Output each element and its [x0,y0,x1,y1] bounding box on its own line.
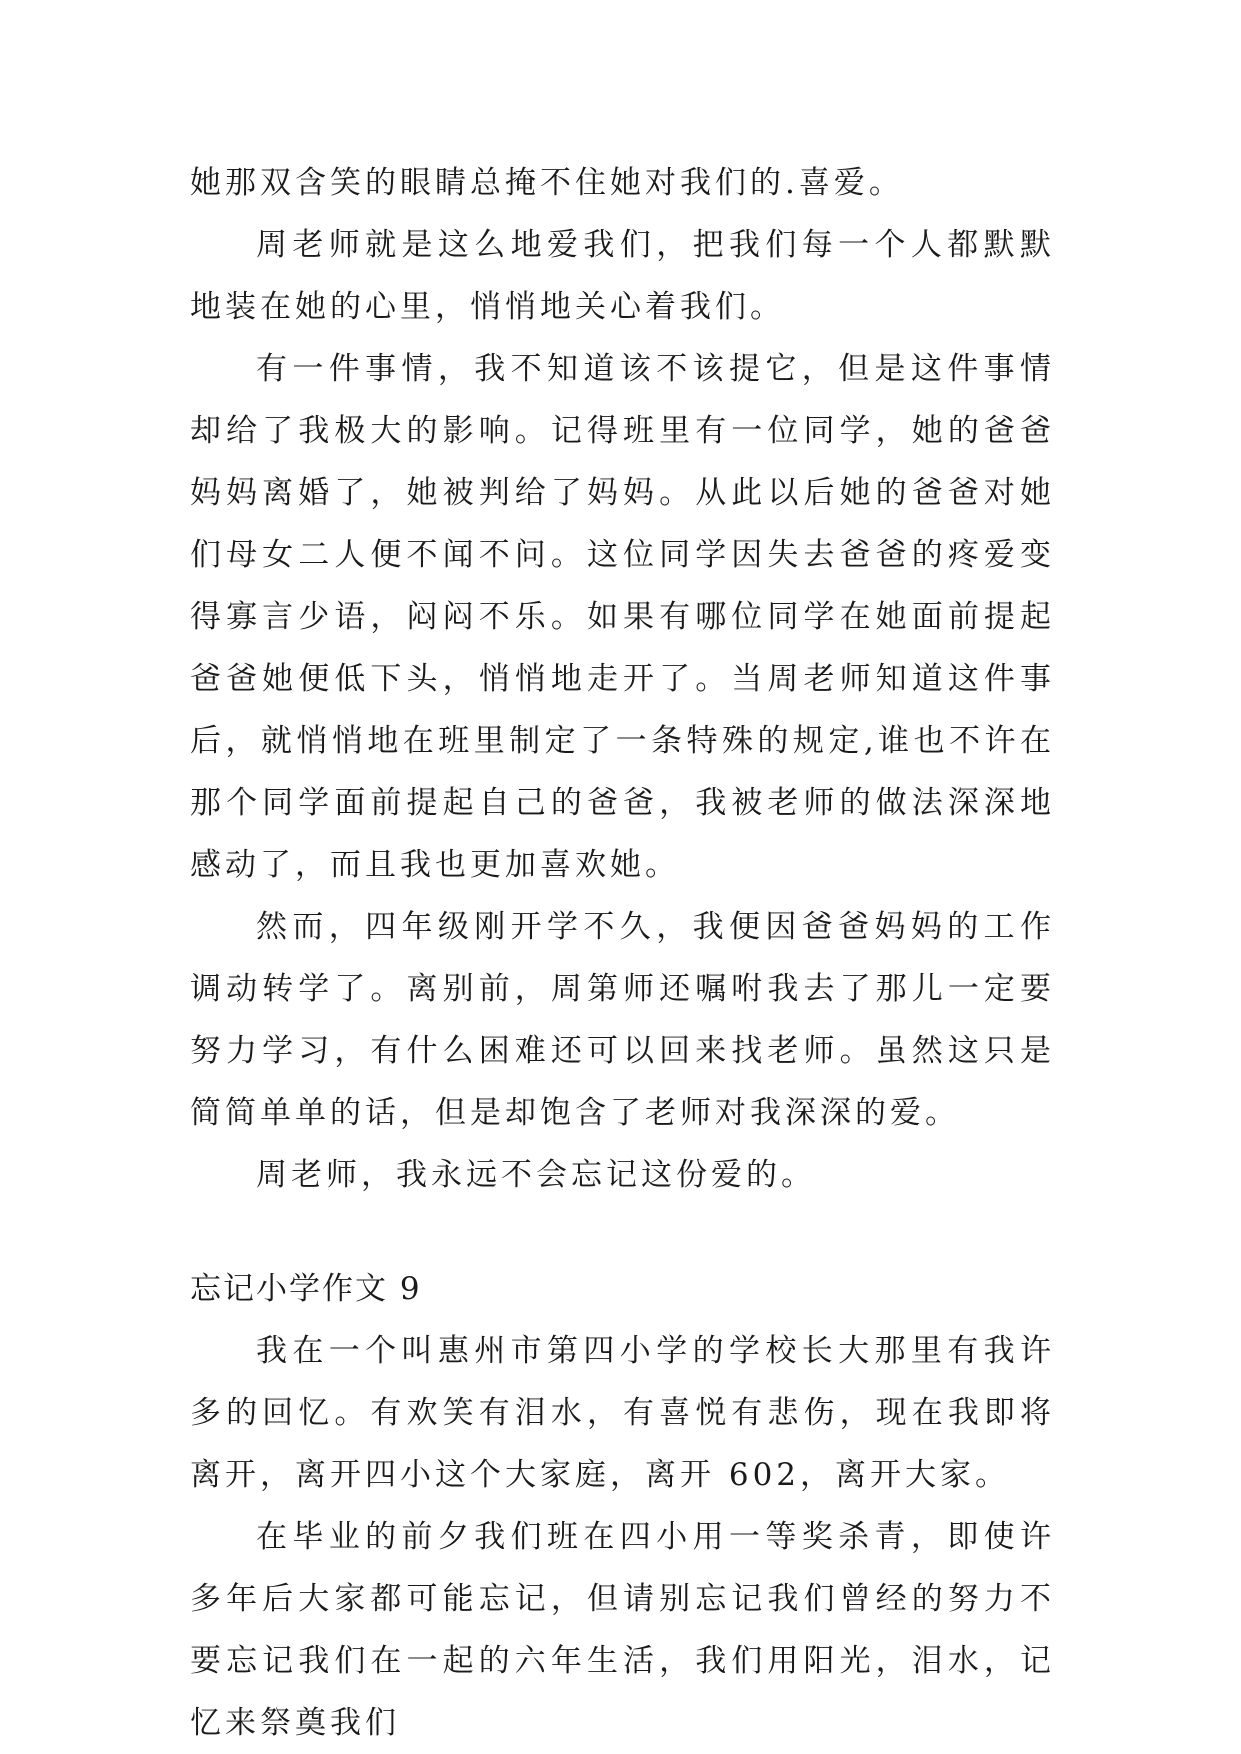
paragraph: 周老师就是这么地爱我们，把我们每一个人都默默地装在她的心里，悄悄地关心着我们。 [190,227,1055,325]
paragraph: 然而，四年级刚开学不久，我便因爸爸妈妈的工作调动转学了。离别前，周第师还嘱咐我去了那儿一定要努力学习，有什么困难还可以回来找老师。虽然这只是简简单单的话，但是却饱含了老师对我深深的爱。 [190,909,1055,1131]
paragraph: 有一件事情，我不知道该不该提它，但是这件事情却给了我极大的影响。记得班里有一位同学，她的爸爸妈妈离婚了，她被判给了妈妈。从此以后她的爸爸对她们母女二人便不闻不问。这位同学因失去爸爸的疼爱变得寡言少语，闷闷不乐。如果有哪位同学在她面前提起爸爸她便低下头，悄悄地走开了。当周老师知道这件事后，就悄悄地在班里制定了一条特殊的规定,谁也不许在那个同学面前提起自己的爸爸，我被老师的做法深深地感动了，而且我也更加喜欢她。 [190,351,1055,883]
paragraph: 我在一个叫惠州市第四小学的学校长大那里有我许多的回忆。有欢笑有泪水，有喜悦有悲伤，现在我即将离开，离开四小这个大家庭，离开 602，离开大家。 [190,1333,1055,1493]
section-title: 忘记小学作文 9 [190,1271,422,1307]
document-body [190,152,1055,1754]
paragraph: 在毕业的前夕我们班在四小用一等奖杀青，即使许多年后大家都可能忘记，但请别忘记我们曾经的努力不要忘记我们在一起的六年生活，我们用阳光，泪水，记忆来祭奠我们 [190,1519,1055,1741]
paragraph: 她那双含笑的眼睛总掩不住她对我们的.喜爱。 [190,165,904,201]
paragraph: 周老师，我永远不会忘记这份爱的。 [256,1157,816,1193]
